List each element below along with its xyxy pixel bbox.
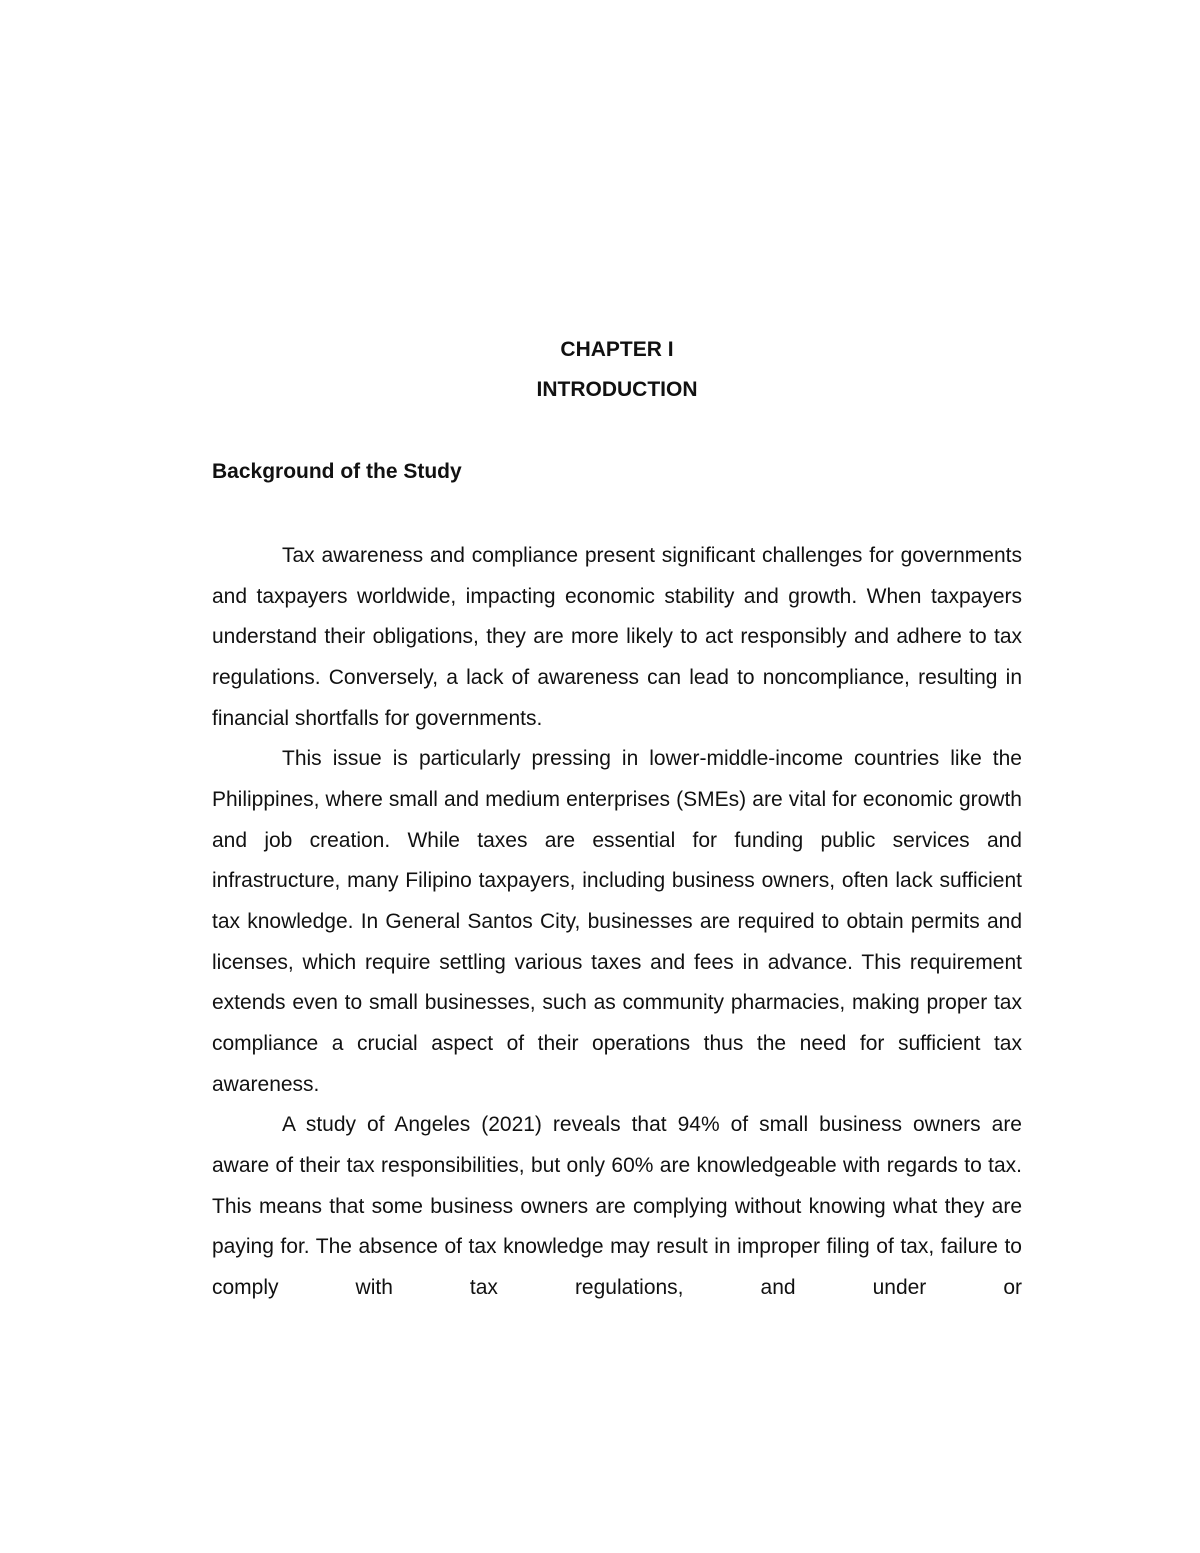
paragraph: This issue is particularly pressing in lower-middle-income countries like the Philippines, where small and medium enterprises (SMEs) are vital for economic growth and job creation. While taxes are essential for funding public services and infrastructure, many Filipino taxpayers, including business owners, often lack sufficient tax knowledge. In General Santos City, businesses are required to obtain permits and licenses, which require settling various taxes and fees in advance. This requirement extends even to small businesses, such as community pharmacies, making proper tax compliance a crucial aspect of their operations thus the need for sufficient tax awareness.: [212, 747, 1022, 1096]
body-text: [212, 536, 1022, 1308]
paragraph: Tax awareness and compliance present significant challenges for governments and taxpayers worldwide, impacting economic stability and growth. When taxpayers understand their obligations, they are more likely to act responsibly and adhere to tax regulations. Conversely, a lack of awareness can lead to noncompliance, resulting in financial shortfalls for governments.: [212, 544, 1022, 730]
section-heading: Background of the Study: [212, 460, 462, 483]
paragraph: A study of Angeles (2021) reveals that 94% of small business owners are aware of their tax responsibilities, but only 60% are knowledgeable with regards to tax. This means that some business owners are complying without knowing what they are paying for. The absence of tax knowledge may result in improper filing of tax, failure to comply with tax regulations, and under or: [212, 1113, 1022, 1299]
chapter-title: INTRODUCTION: [536, 378, 698, 401]
chapter-number: CHAPTER I: [560, 338, 674, 361]
